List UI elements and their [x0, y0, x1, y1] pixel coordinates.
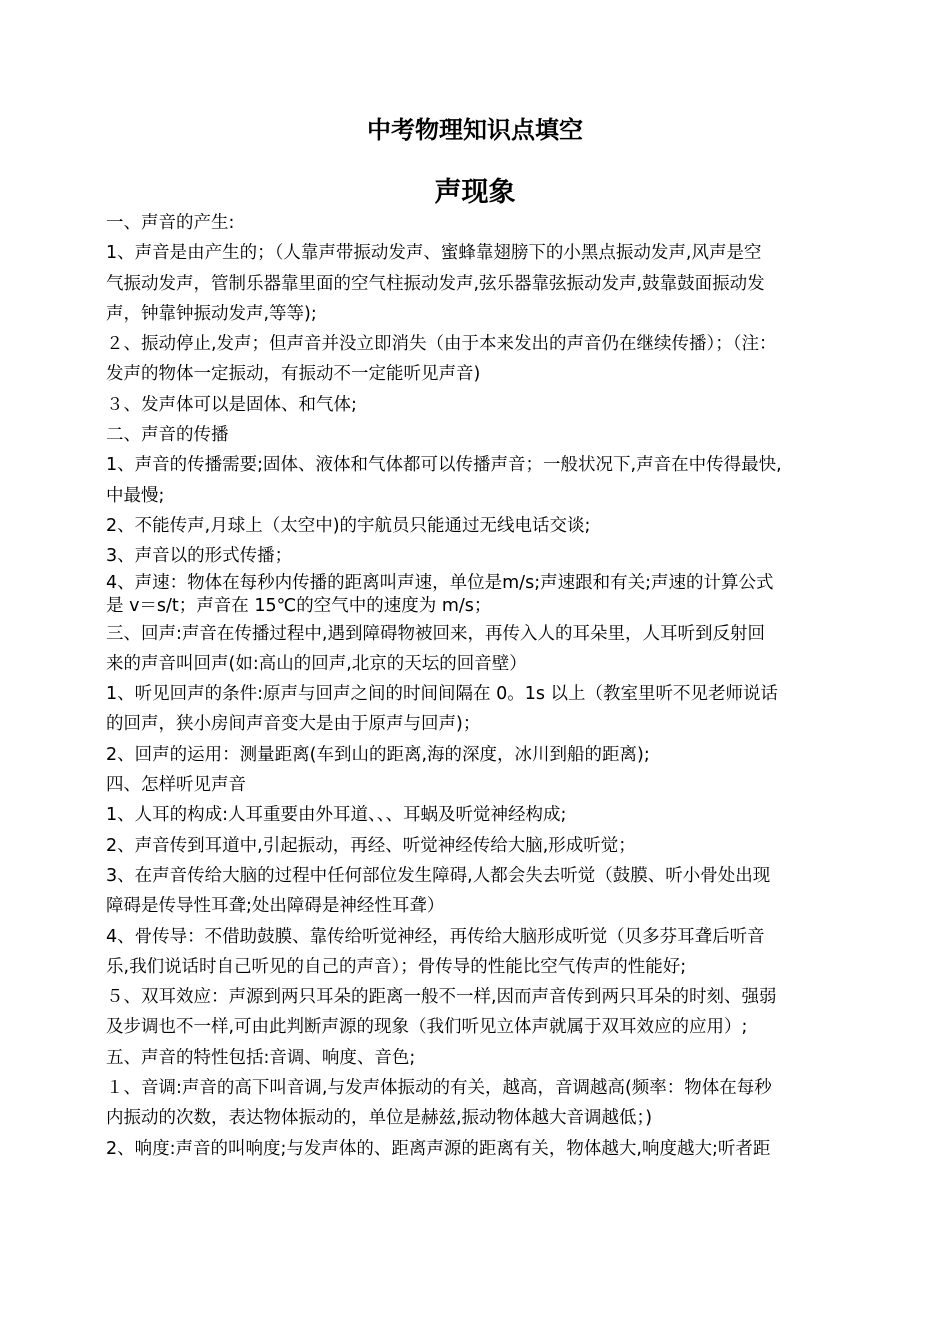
text-line: 1、声音是由产生的；（人靠声带振动发声、蜜蜂靠翅膀下的小黑点振动发声,风声是空 [106, 243, 762, 264]
text-line: 3、声音以的形式传播； [106, 546, 293, 567]
text-line: ５、双耳效应：声源到两只耳朵的距离一般不一样,因而声音传到两只耳朵的时刻、强弱 [106, 987, 777, 1008]
text-line: 中最慢; [106, 485, 165, 506]
text-line: 2、响度:声音的叫响度;与发声体的、距离声源的距离有关，物体越大,响度越大;听者距 [106, 1138, 771, 1159]
text-line: 2、不能传声,月球上（太空中)的宇航员只能通过无线电话交谈; [106, 515, 591, 536]
text-line: 二、声音的传播 [106, 425, 229, 446]
text-line: 2、回声的运用：测量距离(车到山的距离,海的深度，冰川到船的距离); [106, 744, 650, 765]
text-line: 内振动的次数，表达物体振动的，单位是赫兹,振动物体越大音调越低；) [106, 1108, 653, 1129]
text-line: 五、声音的特性包括:音调、响度、音色; [106, 1047, 416, 1068]
text-line: 及步调也不一样,可由此判断声源的现象（我们听见立体声就属于双耳效应的应用）; [106, 1017, 748, 1038]
text-line: ３、发声体可以是固体、和气体; [106, 394, 357, 415]
text-line: 2、声音传到耳道中,引起振动，再经、听觉神经传给大脑,形成听觉； [106, 835, 636, 856]
text-line: 1、人耳的构成:人耳重要由外耳道、、、耳蜗及听觉神经构成; [106, 805, 567, 826]
text-line: １、音调:声音的高下叫音调,与发声体振动的有关，越高，音调越高(频率：物体在每秒 [106, 1078, 772, 1099]
text-line: 一、声音的产生: [106, 213, 235, 233]
text-line: 3、在声音传给大脑的过程中任何部位发生障碍,人都会失去听觉（鼓膜、听小骨处出现 [106, 865, 771, 886]
document-body [106, 208, 854, 1164]
text-line: 是 v＝s/t；声音在 15℃的空气中的速度为 m/s； [106, 596, 492, 617]
text-line: 4、骨传导：不借助鼓膜、靠传给听觉神经，再传给大脑形成听觉（贝多芬耳聋后听音 [106, 926, 765, 947]
text-line: 4、声速：物体在每秒内传播的距离叫声速，单位是m/s;声速跟和有关;声速的计算公式 [106, 572, 774, 593]
text-line: 发声的物体一定振动，有振动不一定能听见声音) [106, 364, 481, 385]
document-title: 中考物理知识点填空 [367, 116, 583, 144]
text-line: 1、声音的传播需要;固体、液体和气体都可以传播声音；一般状况下,声音在中传得最快, [106, 455, 782, 476]
text-line: 障碍是传导性耳聋;处出障碍是神经性耳聋） [106, 896, 445, 917]
text-line: 1、听见回声的条件:原声与回声之间的时间间隔在 0。1s 以上（教室里听不见老师说话 [106, 684, 779, 705]
text-line: 的回声，狭小房间声音变大是由于原声与回声)； [106, 714, 481, 735]
text-line: 乐,我们说话时自己听见的自己的声音）；骨传导的性能比空气传声的性能好; [106, 956, 687, 977]
text-line: 来的声音叫回声(如:高山的回声,北京的天坛的回音壁） [106, 653, 527, 674]
text-line: 三、回声:声音在传播过程中,遇到障碍物被回来，再传入人的耳朵里，人耳听到反射回 [106, 623, 765, 644]
text-line: 四、怎样听见声音 [106, 775, 246, 796]
text-line: ２、振动停止,发声；但声音并没立即消失（由于本来发出的声音仍在继续传播）；（注： [106, 334, 777, 355]
text-line: 气振动发声，管制乐器靠里面的空气柱振动发声,弦乐器靠弦振动发声,鼓靠鼓面振动发 [106, 273, 765, 294]
text-line: 声，钟靠钟振动发声,等等); [106, 303, 317, 324]
section-title: 声现象 [434, 177, 516, 208]
